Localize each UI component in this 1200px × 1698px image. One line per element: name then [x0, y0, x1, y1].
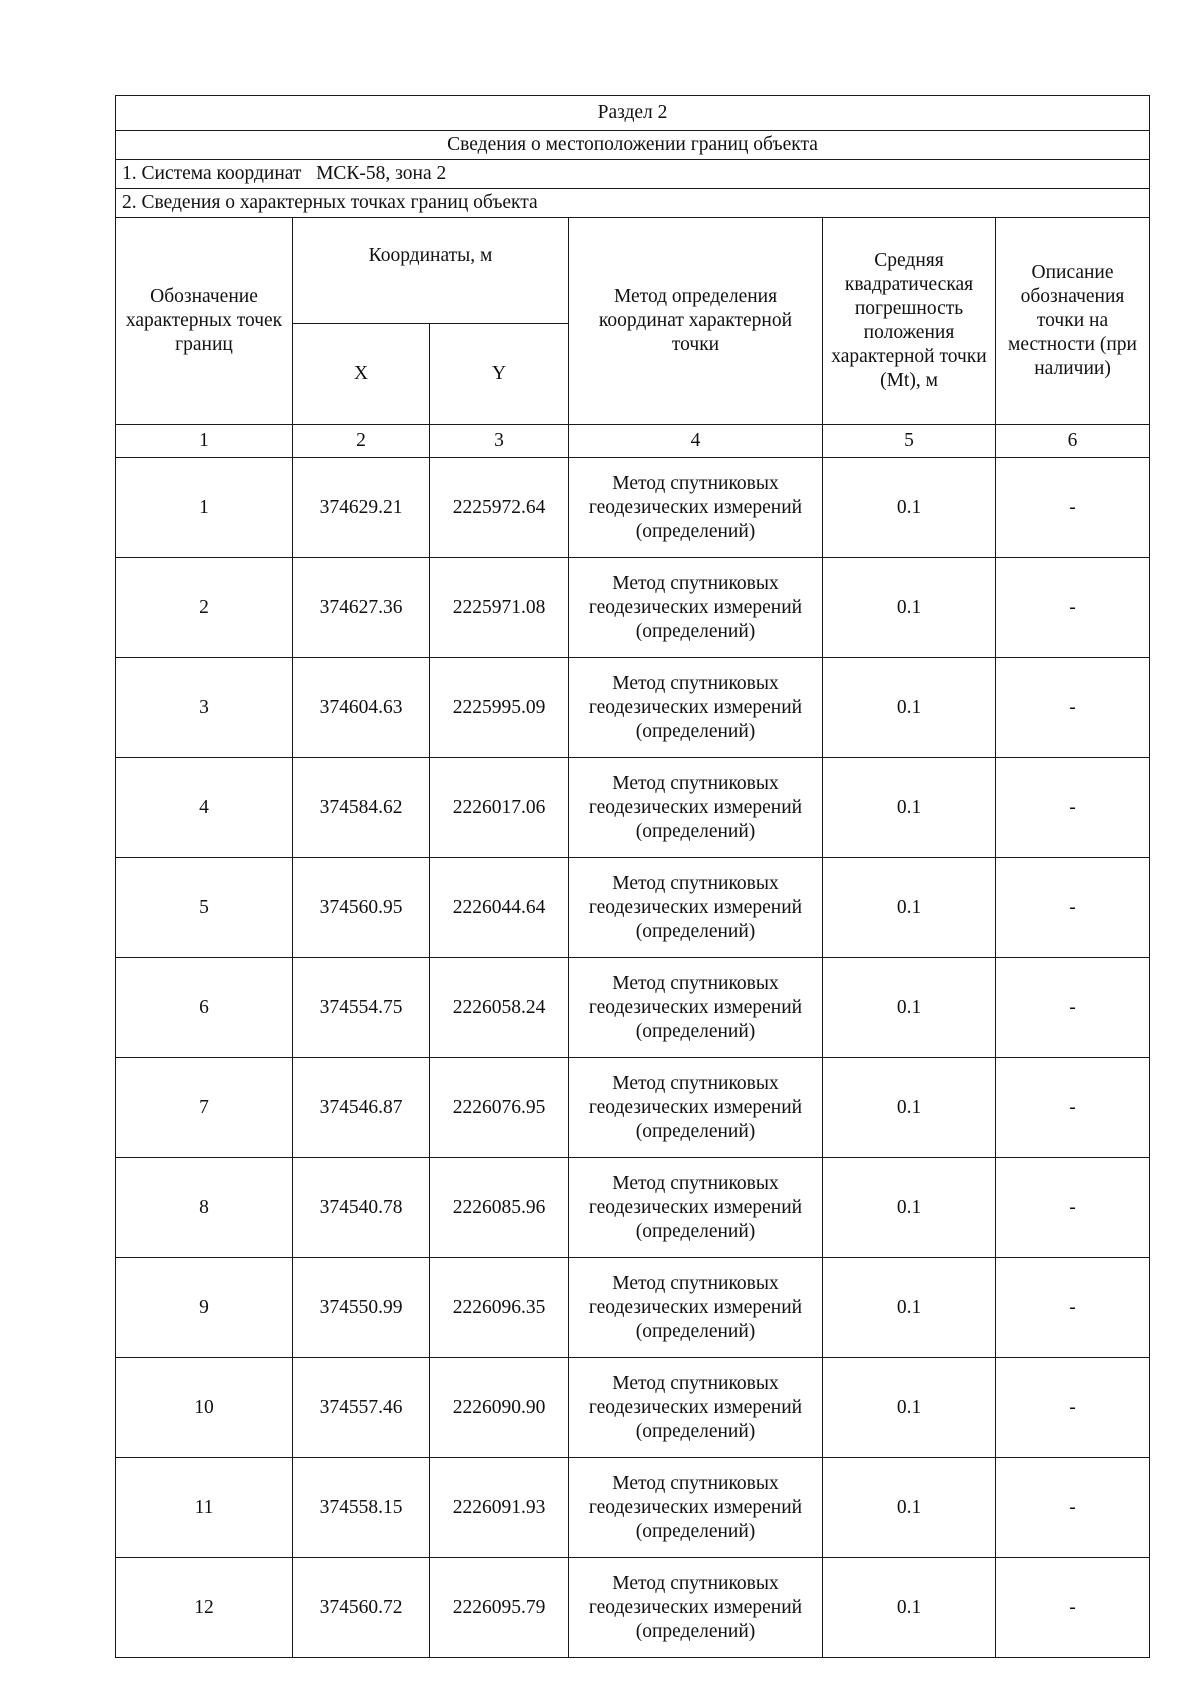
header-method: Метод определения координат характерной точки [569, 218, 823, 425]
description-cell: - [996, 1458, 1150, 1558]
method-cell: Метод спутниковых геодезических измерений (определений) [569, 1458, 823, 1558]
column-number: 4 [569, 425, 823, 458]
header-point-designation: Обозначение характерных точек границ [116, 218, 293, 425]
description-cell: - [996, 1358, 1150, 1458]
coord-x: 374546.87 [293, 1058, 430, 1158]
mt-value: 0.1 [823, 958, 996, 1058]
mt-value: 0.1 [823, 1158, 996, 1258]
column-number: 6 [996, 425, 1150, 458]
coord-x: 374560.72 [293, 1558, 430, 1658]
method-cell: Метод спутниковых геодезических измерений (определений) [569, 658, 823, 758]
column-number: 3 [430, 425, 569, 458]
description-cell: - [996, 1058, 1150, 1158]
mt-value: 0.1 [823, 658, 996, 758]
method-cell: Метод спутниковых геодезических измерений (определений) [569, 1258, 823, 1358]
coord-x: 374584.62 [293, 758, 430, 858]
coord-x: 374558.15 [293, 1458, 430, 1558]
mt-value: 0.1 [823, 858, 996, 958]
method-cell: Метод спутниковых геодезических измерений (определений) [569, 958, 823, 1058]
section-subtitle: Сведения о местоположении границ объекта [116, 131, 1150, 160]
coord-y: 2226044.64 [430, 858, 569, 958]
point-number: 5 [116, 858, 293, 958]
coord-y: 2225971.08 [430, 558, 569, 658]
coord-x: 374627.36 [293, 558, 430, 658]
header-description: Описание обозначения точки на местности (при наличии) [996, 218, 1150, 425]
header-y: Y [430, 324, 569, 425]
description-cell: - [996, 1258, 1150, 1358]
mt-value: 0.1 [823, 1358, 996, 1458]
coord-y: 2226091.93 [430, 1458, 569, 1558]
section-title-row [116, 96, 1150, 131]
table-row [116, 558, 1150, 658]
column-number: 1 [116, 425, 293, 458]
mt-value: 0.1 [823, 558, 996, 658]
description-cell: - [996, 458, 1150, 558]
point-number: 8 [116, 1158, 293, 1258]
point-number: 7 [116, 1058, 293, 1158]
table-row [116, 758, 1150, 858]
table-row [116, 1558, 1150, 1658]
document-page [115, 95, 1149, 1658]
mt-value: 0.1 [823, 1258, 996, 1358]
coord-system-row [116, 160, 1150, 189]
point-number: 4 [116, 758, 293, 858]
mt-value: 0.1 [823, 1558, 996, 1658]
coord-x: 374550.99 [293, 1258, 430, 1358]
table-row [116, 958, 1150, 1058]
section-subtitle-row [116, 131, 1150, 160]
coord-y: 2225995.09 [430, 658, 569, 758]
coord-x: 374604.63 [293, 658, 430, 758]
points-heading: 2. Сведения о характерных точках границ объекта [116, 189, 1150, 218]
description-cell: - [996, 558, 1150, 658]
method-cell: Метод спутниковых геодезических измерений (определений) [569, 858, 823, 958]
coord-x: 374557.46 [293, 1358, 430, 1458]
coord-y: 2226076.95 [430, 1058, 569, 1158]
coord-y: 2226090.90 [430, 1358, 569, 1458]
coord-system-label: 1. Система координат МСК-58, зона 2 [116, 160, 1150, 189]
point-number: 12 [116, 1558, 293, 1658]
boundary-points-table [115, 95, 1150, 1658]
coord-x: 374629.21 [293, 458, 430, 558]
coord-y: 2225972.64 [430, 458, 569, 558]
header-x: X [293, 324, 430, 425]
column-number: 2 [293, 425, 430, 458]
section-title: Раздел 2 [116, 96, 1150, 131]
coord-x: 374554.75 [293, 958, 430, 1058]
table-row [116, 458, 1150, 558]
description-cell: - [996, 758, 1150, 858]
method-cell: Метод спутниковых геодезических измерений (определений) [569, 1158, 823, 1258]
coord-y: 2226085.96 [430, 1158, 569, 1258]
coord-y: 2226058.24 [430, 958, 569, 1058]
method-cell: Метод спутниковых геодезических измерений (определений) [569, 558, 823, 658]
description-cell: - [996, 858, 1150, 958]
header-coordinates: Координаты, м [293, 218, 569, 324]
description-cell: - [996, 1558, 1150, 1658]
method-cell: Метод спутниковых геодезических измерений (определений) [569, 1058, 823, 1158]
table-row [116, 858, 1150, 958]
column-numbers-row [116, 425, 1150, 458]
table-row [116, 1058, 1150, 1158]
method-cell: Метод спутниковых геодезических измерений (определений) [569, 458, 823, 558]
method-cell: Метод спутниковых геодезических измерений (определений) [569, 758, 823, 858]
table-row [116, 1358, 1150, 1458]
description-cell: - [996, 658, 1150, 758]
table-row [116, 658, 1150, 758]
point-number: 1 [116, 458, 293, 558]
mt-value: 0.1 [823, 458, 996, 558]
table-row [116, 1158, 1150, 1258]
point-number: 9 [116, 1258, 293, 1358]
table-row [116, 1258, 1150, 1358]
mt-value: 0.1 [823, 1058, 996, 1158]
points-heading-row [116, 189, 1150, 218]
method-cell: Метод спутниковых геодезических измерений (определений) [569, 1558, 823, 1658]
table-row [116, 1458, 1150, 1558]
method-cell: Метод спутниковых геодезических измерений (определений) [569, 1358, 823, 1458]
point-number: 6 [116, 958, 293, 1058]
point-number: 10 [116, 1358, 293, 1458]
header-row-1 [116, 218, 1150, 324]
mt-value: 0.1 [823, 758, 996, 858]
point-number: 11 [116, 1458, 293, 1558]
point-number: 3 [116, 658, 293, 758]
mt-value: 0.1 [823, 1458, 996, 1558]
coord-y: 2226095.79 [430, 1558, 569, 1658]
description-cell: - [996, 1158, 1150, 1258]
description-cell: - [996, 958, 1150, 1058]
coord-x: 374540.78 [293, 1158, 430, 1258]
coord-x: 374560.95 [293, 858, 430, 958]
coord-y: 2226096.35 [430, 1258, 569, 1358]
header-accuracy: Средняя квадратическая погрешность положения характерной точки (Mt), м [823, 218, 996, 425]
point-number: 2 [116, 558, 293, 658]
column-number: 5 [823, 425, 996, 458]
coord-y: 2226017.06 [430, 758, 569, 858]
